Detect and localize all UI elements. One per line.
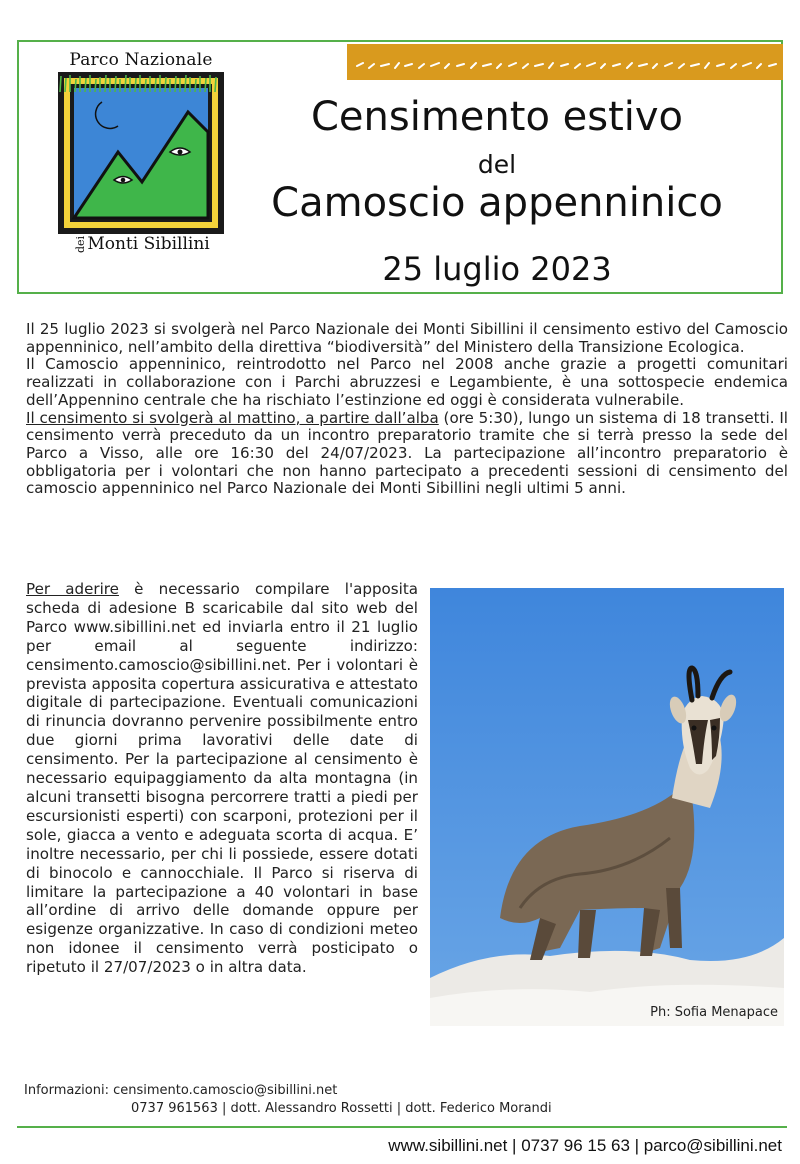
grass-icon <box>58 72 218 92</box>
intro-paragraph-3 <box>26 410 788 499</box>
schedule-details: (ore 5:30), lungo un sistema di 18 transetti. Il censimento verrà preceduto da un incontro preparatorio tramite che si terrà presso la sede del Parco a Visso, alle ore 16:30 del 24/07/2023. La partecipazione all’incontro preparatorio è obbligatoria per i volontari che non hanno partecipato a precedenti sessioni di censimento del camoscio appenninico nel Parco Nazionale dei Monti Sibillini negli ultimi 5 anni. <box>26 408 788 498</box>
intro-section <box>26 321 788 498</box>
footer-divider <box>17 1126 787 1128</box>
park-logo <box>55 50 227 280</box>
participation-section <box>26 580 418 977</box>
info-email-line: Informazioni: censimento.camoscio@sibillini.net <box>24 1083 338 1098</box>
title-line-1: Censimento estivo <box>310 94 684 140</box>
footer-contacts: www.sibillini.net | 0737 96 15 63 | parco@sibillini.net <box>388 1136 782 1155</box>
title-line-2: del <box>477 150 517 179</box>
join-highlight: Per aderire <box>26 580 119 598</box>
info-phone-line: 0737 961563 | dott. Alessandro Rossetti | dott. Federico Morandi <box>131 1101 552 1116</box>
logo-subtitle: Monti Sibillini <box>87 234 210 254</box>
chamois-photo <box>430 588 784 1026</box>
participation-paragraph <box>26 580 418 977</box>
logo-title-bottom <box>55 234 227 254</box>
chamois-image <box>430 588 784 1026</box>
logo-dei: dei <box>74 235 88 254</box>
photo-credit: Ph: Sofia Menapace <box>650 1005 778 1020</box>
mountain-logo-icon <box>58 72 224 234</box>
decorative-strip <box>347 44 783 80</box>
logo-title-top: Parco Nazionale <box>69 50 213 70</box>
contact-info <box>24 1082 552 1118</box>
participation-text: è necessario compilare l'apposita scheda di adesione B scaricabile dal sito web del Parco www.sibillini.net ed inviarla entro il 21 luglio per email al seguente indirizzo: censimento.camoscio@sibillini.net. Per i volontari è prevista apposita copertura assicurativa e attestato digitale di partecipazione. Eventuali comunicazioni di rinuncia dovranno pervenire possibilmente entro due giorni prima lavorativi delle date di censimento. Per la partecipazione al censimento è necessario equipaggiamento da alta montagna (in alcuni transetti bisogna percorrere tratti a piedi per escursionisti esperti) con scarponi, protezioni per il sole, giacca a vento e adeguata scorta di acqua. E’ inoltre necessario, per chi li possiede, essere dotati di binocolo e cannocchiale. Il Parco si riserva di limitare la partecipazione a 40 volontari in base all’ordine di arrivo delle domande oppure per esigenze organizzative. In caso di condizioni meteo non idonee il censimento verrà posticipato o ripetuto il 27/07/2023 o in altra data. <box>26 580 418 977</box>
intro-paragraph-1: Il 25 luglio 2023 si svolgerà nel Parco Nazionale dei Monti Sibillini il censimento estivo del Camoscio appenninico, nell’ambito della direttiva “biodiversità” del Ministero della Transizione Ecologica. <box>26 320 788 356</box>
title-line-3: Camoscio appenninico <box>271 180 723 226</box>
schedule-highlight: Il censimento si svolgerà al mattino, a partire dall’alba <box>26 408 439 427</box>
event-date: 25 luglio 2023 <box>382 250 612 288</box>
intro-paragraph-2: Il Camoscio appenninico, reintrodotto nel Parco nel 2008 anche grazie a progetti comunitari realizzati in collaborazione con i Parchi abruzzesi e Legambiente, è una sottospecie endemica dell’Appennino centrale che ha rischiato l’estinzione ed oggi è considerata vulnerabile. <box>26 355 788 409</box>
